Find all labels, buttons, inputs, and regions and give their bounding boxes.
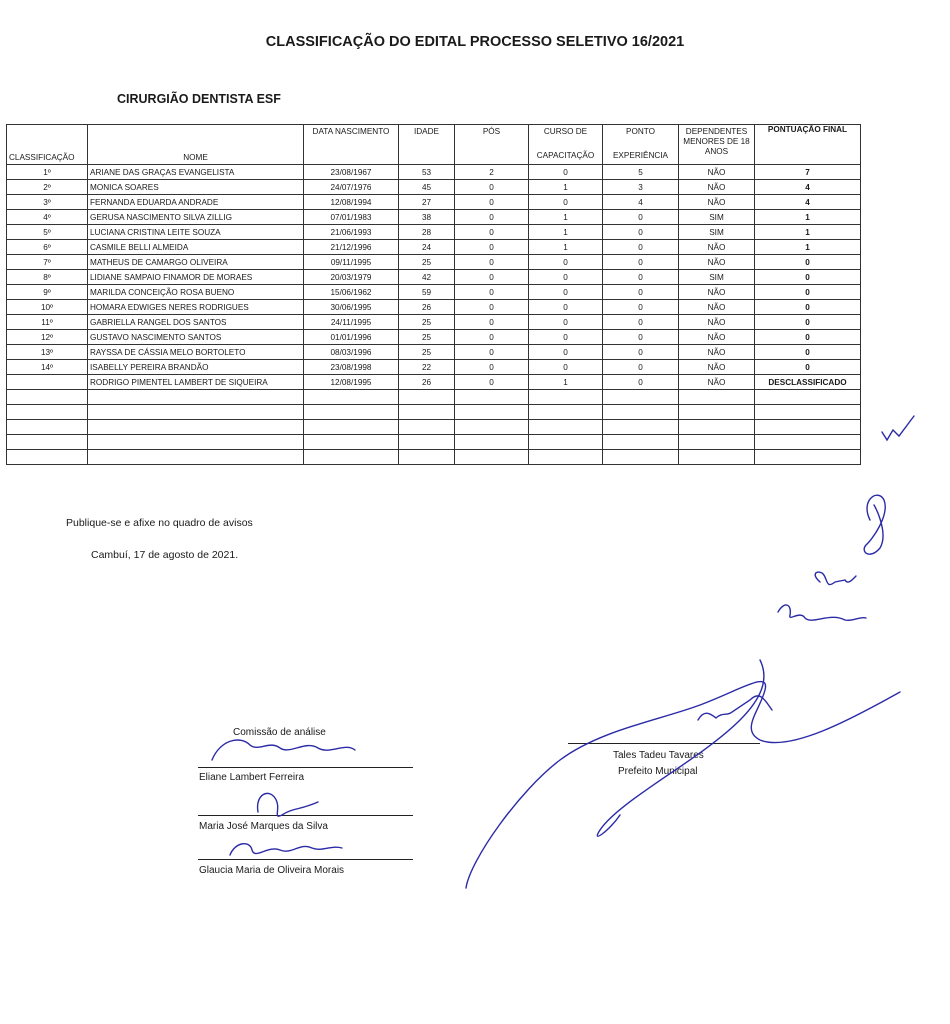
cell-ponto: 0 bbox=[603, 300, 679, 315]
rubric-signature-1 bbox=[864, 495, 885, 554]
cell-dependentes: NÃO bbox=[679, 360, 755, 375]
cell-pontuacao: 0 bbox=[755, 330, 861, 345]
rubric-signature-3 bbox=[778, 605, 866, 620]
cell-curso: 0 bbox=[529, 270, 603, 285]
cell-classificacao: 8º bbox=[7, 270, 88, 285]
cell-data-nascimento: 01/01/1996 bbox=[304, 330, 399, 345]
cell-pontuacao: 1 bbox=[755, 240, 861, 255]
cell-pontuacao: 0 bbox=[755, 360, 861, 375]
cell-idade: 25 bbox=[399, 255, 455, 270]
cell-ponto: 4 bbox=[603, 195, 679, 210]
cell-classificacao: 9º bbox=[7, 285, 88, 300]
cell-pos: 0 bbox=[455, 225, 529, 240]
cell-data-nascimento: 12/08/1995 bbox=[304, 375, 399, 390]
header-idade: IDADE bbox=[399, 125, 455, 165]
cell-idade: 59 bbox=[399, 285, 455, 300]
cell-idade: 25 bbox=[399, 315, 455, 330]
cell-classificacao: 12º bbox=[7, 330, 88, 345]
cell-curso: 1 bbox=[529, 225, 603, 240]
cell-data-nascimento: 21/12/1996 bbox=[304, 240, 399, 255]
cell-classificacao: 10º bbox=[7, 300, 88, 315]
cell-nome: GERUSA NASCIMENTO SILVA ZILLIG bbox=[88, 210, 304, 225]
cell-curso: 0 bbox=[529, 360, 603, 375]
mayor-name: Tales Tadeu Tavares bbox=[613, 750, 704, 761]
cell-ponto: 0 bbox=[603, 375, 679, 390]
cell-curso: 0 bbox=[529, 285, 603, 300]
publish-note: Publique-se e afixe no quadro de avisos bbox=[66, 517, 253, 529]
cell-nome: ARIANE DAS GRAÇAS EVANGELISTA bbox=[88, 165, 304, 180]
cell-pos: 0 bbox=[455, 375, 529, 390]
cell-ponto: 0 bbox=[603, 285, 679, 300]
cell-data-nascimento: 23/08/1967 bbox=[304, 165, 399, 180]
cell-nome: GABRIELLA RANGEL DOS SANTOS bbox=[88, 315, 304, 330]
cell-pontuacao: 4 bbox=[755, 195, 861, 210]
mayor-signature bbox=[466, 682, 900, 888]
cell-data-nascimento: 07/01/1983 bbox=[304, 210, 399, 225]
cell-pos: 0 bbox=[455, 360, 529, 375]
cell-idade: 27 bbox=[399, 195, 455, 210]
cell-idade: 26 bbox=[399, 375, 455, 390]
header-ponto-bottom: EXPERIÊNCIA bbox=[612, 151, 669, 160]
cell-pos: 0 bbox=[455, 195, 529, 210]
cell-dependentes: NÃO bbox=[679, 165, 755, 180]
cell-pontuacao: 0 bbox=[755, 345, 861, 360]
cell-idade: 25 bbox=[399, 345, 455, 360]
header-dependentes: DEPENDENTES MENORES DE 18 ANOS bbox=[679, 125, 755, 165]
cell-ponto: 0 bbox=[603, 330, 679, 345]
cell-idade: 25 bbox=[399, 330, 455, 345]
cell-pontuacao: 0 bbox=[755, 285, 861, 300]
cell-classificacao: 13º bbox=[7, 345, 88, 360]
cell-pontuacao: 0 bbox=[755, 315, 861, 330]
commission-signature-1 bbox=[212, 740, 355, 760]
initials-mark bbox=[882, 416, 914, 440]
cell-data-nascimento: 23/08/1998 bbox=[304, 360, 399, 375]
cell-data-nascimento: 08/03/1996 bbox=[304, 345, 399, 360]
cell-pos: 0 bbox=[455, 300, 529, 315]
cell-dependentes: NÃO bbox=[679, 345, 755, 360]
cell-curso: 0 bbox=[529, 255, 603, 270]
cell-nome: FERNANDA EDUARDA ANDRADE bbox=[88, 195, 304, 210]
cell-classificacao: 3º bbox=[7, 195, 88, 210]
cell-pos: 0 bbox=[455, 210, 529, 225]
cell-pontuacao: 1 bbox=[755, 210, 861, 225]
cell-idade: 22 bbox=[399, 360, 455, 375]
commission-signature-2 bbox=[258, 793, 318, 816]
cell-dependentes: NÃO bbox=[679, 195, 755, 210]
cell-classificacao: 5º bbox=[7, 225, 88, 240]
cell-ponto: 0 bbox=[603, 345, 679, 360]
cell-pontuacao: 1 bbox=[755, 225, 861, 240]
header-ponto-top: PONTO bbox=[626, 127, 655, 136]
cell-dependentes: NÃO bbox=[679, 315, 755, 330]
cell-pontuacao: 0 bbox=[755, 255, 861, 270]
cell-data-nascimento: 24/11/1995 bbox=[304, 315, 399, 330]
cell-dependentes: SIM bbox=[679, 210, 755, 225]
cell-nome: MATHEUS DE CAMARGO OLIVEIRA bbox=[88, 255, 304, 270]
cell-dependentes: NÃO bbox=[679, 300, 755, 315]
cell-nome: RODRIGO PIMENTEL LAMBERT DE SIQUEIRA bbox=[88, 375, 304, 390]
cell-nome: CASMILE BELLI ALMEIDA bbox=[88, 240, 304, 255]
cell-data-nascimento: 24/07/1976 bbox=[304, 180, 399, 195]
cell-nome: HOMARA EDWIGES NERES RODRIGUES bbox=[88, 300, 304, 315]
cell-dependentes: NÃO bbox=[679, 240, 755, 255]
cell-curso: 1 bbox=[529, 375, 603, 390]
header-pontuacao: PONTUAÇÃO FINAL bbox=[755, 125, 861, 165]
cell-pos: 0 bbox=[455, 330, 529, 345]
cell-dependentes: NÃO bbox=[679, 285, 755, 300]
cell-pos: 0 bbox=[455, 180, 529, 195]
cell-pontuacao: 0 bbox=[755, 270, 861, 285]
signatory-1: Eliane Lambert Ferreira bbox=[199, 772, 305, 783]
cell-ponto: 0 bbox=[603, 255, 679, 270]
cell-ponto: 0 bbox=[603, 225, 679, 240]
cell-curso: 1 bbox=[529, 210, 603, 225]
cell-curso: 1 bbox=[529, 240, 603, 255]
cell-nome: LUCIANA CRISTINA LEITE SOUZA bbox=[88, 225, 304, 240]
header-curso-top: CURSO DE bbox=[543, 127, 588, 136]
cell-pos: 0 bbox=[455, 255, 529, 270]
header-data-nascimento: DATA NASCIMENTO bbox=[304, 125, 399, 165]
cell-pos: 0 bbox=[455, 345, 529, 360]
signatory-2: Maria José Marques da Silva bbox=[199, 821, 328, 832]
cell-classificacao: 11º bbox=[7, 315, 88, 330]
cell-data-nascimento: 20/03/1979 bbox=[304, 270, 399, 285]
cell-classificacao: 7º bbox=[7, 255, 88, 270]
cell-curso: 0 bbox=[529, 165, 603, 180]
cell-nome: ISABELLY PEREIRA BRANDÃO bbox=[88, 360, 304, 375]
cell-idade: 28 bbox=[399, 225, 455, 240]
cell-classificacao: 2º bbox=[7, 180, 88, 195]
header-pos: PÓS bbox=[455, 125, 529, 165]
cell-ponto: 0 bbox=[603, 360, 679, 375]
cell-classificacao: 1º bbox=[7, 165, 88, 180]
cell-curso: 0 bbox=[529, 195, 603, 210]
mayor-title: Prefeito Municipal bbox=[618, 766, 698, 777]
cell-nome: RAYSSA DE CÁSSIA MELO BORTOLETO bbox=[88, 345, 304, 360]
cell-ponto: 0 bbox=[603, 210, 679, 225]
header-curso-bottom: CAPACITAÇÃO bbox=[536, 151, 595, 160]
cell-dependentes: SIM bbox=[679, 225, 755, 240]
signatory-3: Glaucia Maria de Oliveira Morais bbox=[199, 865, 345, 876]
cell-classificacao: 4º bbox=[7, 210, 88, 225]
cell-dependentes: NÃO bbox=[679, 255, 755, 270]
header-nome: NOME bbox=[88, 125, 304, 165]
cell-nome: GUSTAVO NASCIMENTO SANTOS bbox=[88, 330, 304, 345]
cell-data-nascimento: 12/08/1994 bbox=[304, 195, 399, 210]
cell-idade: 24 bbox=[399, 240, 455, 255]
cell-ponto: 5 bbox=[603, 165, 679, 180]
cell-dependentes: NÃO bbox=[679, 180, 755, 195]
cell-curso: 0 bbox=[529, 330, 603, 345]
cell-ponto: 3 bbox=[603, 180, 679, 195]
cell-pos: 0 bbox=[455, 315, 529, 330]
cell-dependentes: NÃO bbox=[679, 330, 755, 345]
cell-curso: 0 bbox=[529, 345, 603, 360]
commission-label: Comissão de análise bbox=[233, 727, 326, 738]
cell-idade: 38 bbox=[399, 210, 455, 225]
cell-data-nascimento: 21/06/1993 bbox=[304, 225, 399, 240]
cell-data-nascimento: 30/06/1995 bbox=[304, 300, 399, 315]
cell-nome: LIDIANE SAMPAIO FINAMOR DE MORAES bbox=[88, 270, 304, 285]
cell-idade: 45 bbox=[399, 180, 455, 195]
cell-data-nascimento: 15/06/1962 bbox=[304, 285, 399, 300]
header-classificacao: CLASSIFICAÇÃO bbox=[7, 125, 88, 165]
cell-pos: 2 bbox=[455, 165, 529, 180]
cell-ponto: 0 bbox=[603, 240, 679, 255]
cell-pos: 0 bbox=[455, 240, 529, 255]
cell-nome: MARILDA CONCEIÇÃO ROSA BUENO bbox=[88, 285, 304, 300]
cell-classificacao: 6º bbox=[7, 240, 88, 255]
cell-idade: 26 bbox=[399, 300, 455, 315]
commission-signature-3 bbox=[230, 844, 342, 855]
rubric-signature-2 bbox=[815, 572, 856, 584]
cell-dependentes: NÃO bbox=[679, 375, 755, 390]
cell-pos: 0 bbox=[455, 285, 529, 300]
cell-ponto: 0 bbox=[603, 270, 679, 285]
cell-curso: 1 bbox=[529, 180, 603, 195]
cell-idade: 53 bbox=[399, 165, 455, 180]
cell-pontuacao: 4 bbox=[755, 180, 861, 195]
cell-pontuacao: 7 bbox=[755, 165, 861, 180]
place-date: Cambuí, 17 de agosto de 2021. bbox=[91, 549, 239, 561]
cell-ponto: 0 bbox=[603, 315, 679, 330]
cell-nome: MONICA SOARES bbox=[88, 180, 304, 195]
mayor-signature-stroke bbox=[597, 660, 764, 836]
cell-dependentes: SIM bbox=[679, 270, 755, 285]
cell-pontuacao: DESCLASSIFICADO bbox=[755, 375, 861, 390]
cell-data-nascimento: 09/11/1995 bbox=[304, 255, 399, 270]
document-subtitle: CIRURGIÃO DENTISTA ESF bbox=[117, 92, 281, 106]
cell-pos: 0 bbox=[455, 270, 529, 285]
document-title: CLASSIFICAÇÃO DO EDITAL PROCESSO SELETIVO 16/2021 bbox=[265, 34, 685, 50]
cell-classificacao: 14º bbox=[7, 360, 88, 375]
cell-curso: 0 bbox=[529, 315, 603, 330]
cell-idade: 42 bbox=[399, 270, 455, 285]
cell-curso: 0 bbox=[529, 300, 603, 315]
cell-pontuacao: 0 bbox=[755, 300, 861, 315]
